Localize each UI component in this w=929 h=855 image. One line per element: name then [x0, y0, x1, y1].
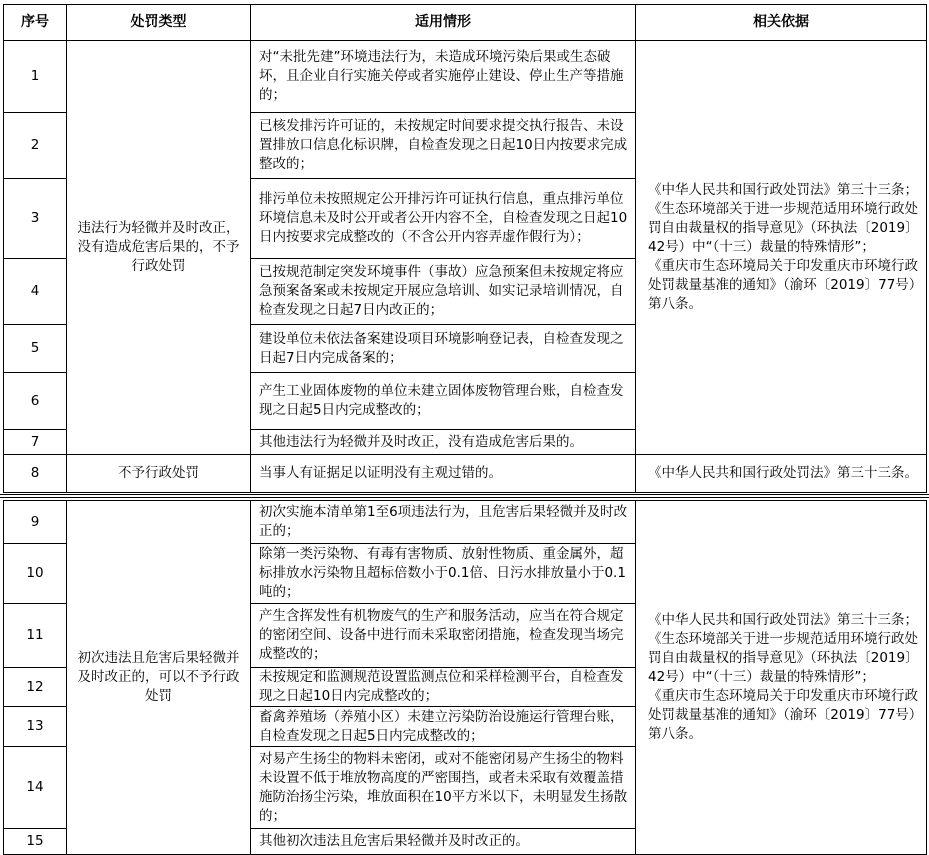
penalty-type-cell: 不予行政处罚 — [67, 455, 251, 493]
situation-cell: 未按规定和监测规范设置监测点位和采样检测平台，自检查发现之日起10日内完成整改的； — [251, 668, 636, 707]
penalty-table-part-2 — [3, 500, 927, 855]
row-number: 9 — [4, 501, 67, 544]
situation-cell: 其他初次违法且危害后果轻微并及时改正的。 — [251, 829, 636, 855]
situation-cell: 产生工业固体废物的单位未建立固体废物管理台账，自检查发现之日起5日内完成整改的； — [251, 373, 636, 430]
section-divider — [0, 494, 929, 495]
penalty-type-cell: 初次违法且危害后果轻微并及时改正的，可以不予行政处罚 — [67, 501, 251, 855]
section-divider — [0, 497, 929, 498]
row-number: 13 — [4, 707, 67, 747]
situation-cell: 产生含挥发性有机物废气的生产和服务活动，应当在符合规定的密闭空间、设备中进行而未采取密闭措施，检查发现当场完成整改的； — [251, 604, 636, 668]
legal-basis-cell — [636, 41, 927, 455]
situation-cell: 初次实施本清单第1至6项违法行为，且危害后果轻微并及时改正的； — [251, 501, 636, 544]
table-row — [4, 41, 927, 113]
row-number: 5 — [4, 325, 67, 373]
row-number: 4 — [4, 259, 67, 325]
header-basis: 相关依据 — [636, 5, 927, 41]
row-number: 7 — [4, 430, 67, 455]
header-no: 序号 — [4, 5, 67, 41]
legal-basis-cell — [636, 501, 927, 855]
row-number: 6 — [4, 373, 67, 430]
situation-cell: 排污单位未按照规定公开排污许可证执行信息，重点排污单位环境信息未及时公开或者公开内容不全，自检查发现之日起10日内按要求完成整改的（不含公开内容弄虚作假行为）； — [251, 179, 636, 259]
header-situation: 适用情形 — [251, 5, 636, 41]
situation-cell: 对“未批先建”环境违法行为，未造成环境污染后果或生态破坏，且企业自行实施关停或者实施停止建设、停止生产等措施的； — [251, 41, 636, 113]
situation-cell: 已核发排污许可证的，未按规定时间要求提交执行报告、未设置排放口信息化标识牌，自检查发现之日起10日内按要求完成整改的； — [251, 113, 636, 179]
situation-cell: 已按规范制定突发环境事件（事故）应急预案但未按规定将应急预案备案或未按规定开展应急培训、如实记录培训情况，自检查发现之日起7日内改正的； — [251, 259, 636, 325]
situation-cell: 对易产生扬尘的物料未密闭，或对不能密闭易产生扬尘的物料未设置不低于堆放物高度的严密围挡，或者未采取有效覆盖措施防治扬尘污染，堆放面积在10平方米以下，未明显发生扬散的； — [251, 747, 636, 829]
situation-cell: 畜禽养殖场（养殖小区）未建立污染防治设施运行管理台账，自检查发现之日起5日内完成整改的； — [251, 707, 636, 747]
situation-cell: 除第一类污染物、有毒有害物质、放射性物质、重金属外，超标排放水污染物且超标倍数小于0.1倍、日污水排放量小于0.1吨的； — [251, 544, 636, 604]
situation-cell: 其他违法行为轻微并及时改正，没有造成危害后果的。 — [251, 430, 636, 455]
header-type: 处罚类型 — [67, 5, 251, 41]
row-number: 2 — [4, 113, 67, 179]
legal-basis-cell: 《中华人民共和国行政处罚法》第三十三条。 — [636, 455, 927, 493]
row-number: 11 — [4, 604, 67, 668]
legal-basis-text: 《中华人民共和国行政处罚法》第三十三条； 《生态环境部关于进一步规范适用环境行政处罚自由裁量权的指导意见》（环执法〔2019〕42号）中“（十三）裁量的特殊情形”； 《重庆市生态环境局关于印发重庆市环境行政处罚裁量基准的通知》（渝环〔2019〕77号）第八条。 — [648, 182, 919, 312]
row-number: 14 — [4, 747, 67, 829]
row-number: 8 — [4, 455, 67, 493]
situation-cell: 建设单位未依法备案建设项目环境影响登记表，自检查发现之日起7日内完成备案的； — [251, 325, 636, 373]
row-number: 3 — [4, 179, 67, 259]
row-number: 1 — [4, 41, 67, 113]
penalty-type-cell: 违法行为轻微并及时改正，没有造成危害后果的，不予行政处罚 — [67, 41, 251, 455]
penalty-table-part-1 — [3, 4, 927, 493]
legal-basis-text: 《中华人民共和国行政处罚法》第三十三条； 《生态环境部关于进一步规范适用环境行政处罚自由裁量权的指导意见》（环执法〔2019〕42号）中“（十三）裁量的特殊情形”； 《重庆市生态环境局关于印发重庆市环境行政处罚裁量基准的通知》（渝环〔2019〕77号）第八条。 — [648, 612, 919, 742]
row-number: 15 — [4, 829, 67, 855]
row-number: 10 — [4, 544, 67, 604]
table-header-row — [4, 5, 927, 41]
table-row — [4, 455, 927, 493]
table-row — [4, 501, 927, 544]
row-number: 12 — [4, 668, 67, 707]
situation-cell: 当事人有证据足以证明没有主观过错的。 — [251, 455, 636, 493]
